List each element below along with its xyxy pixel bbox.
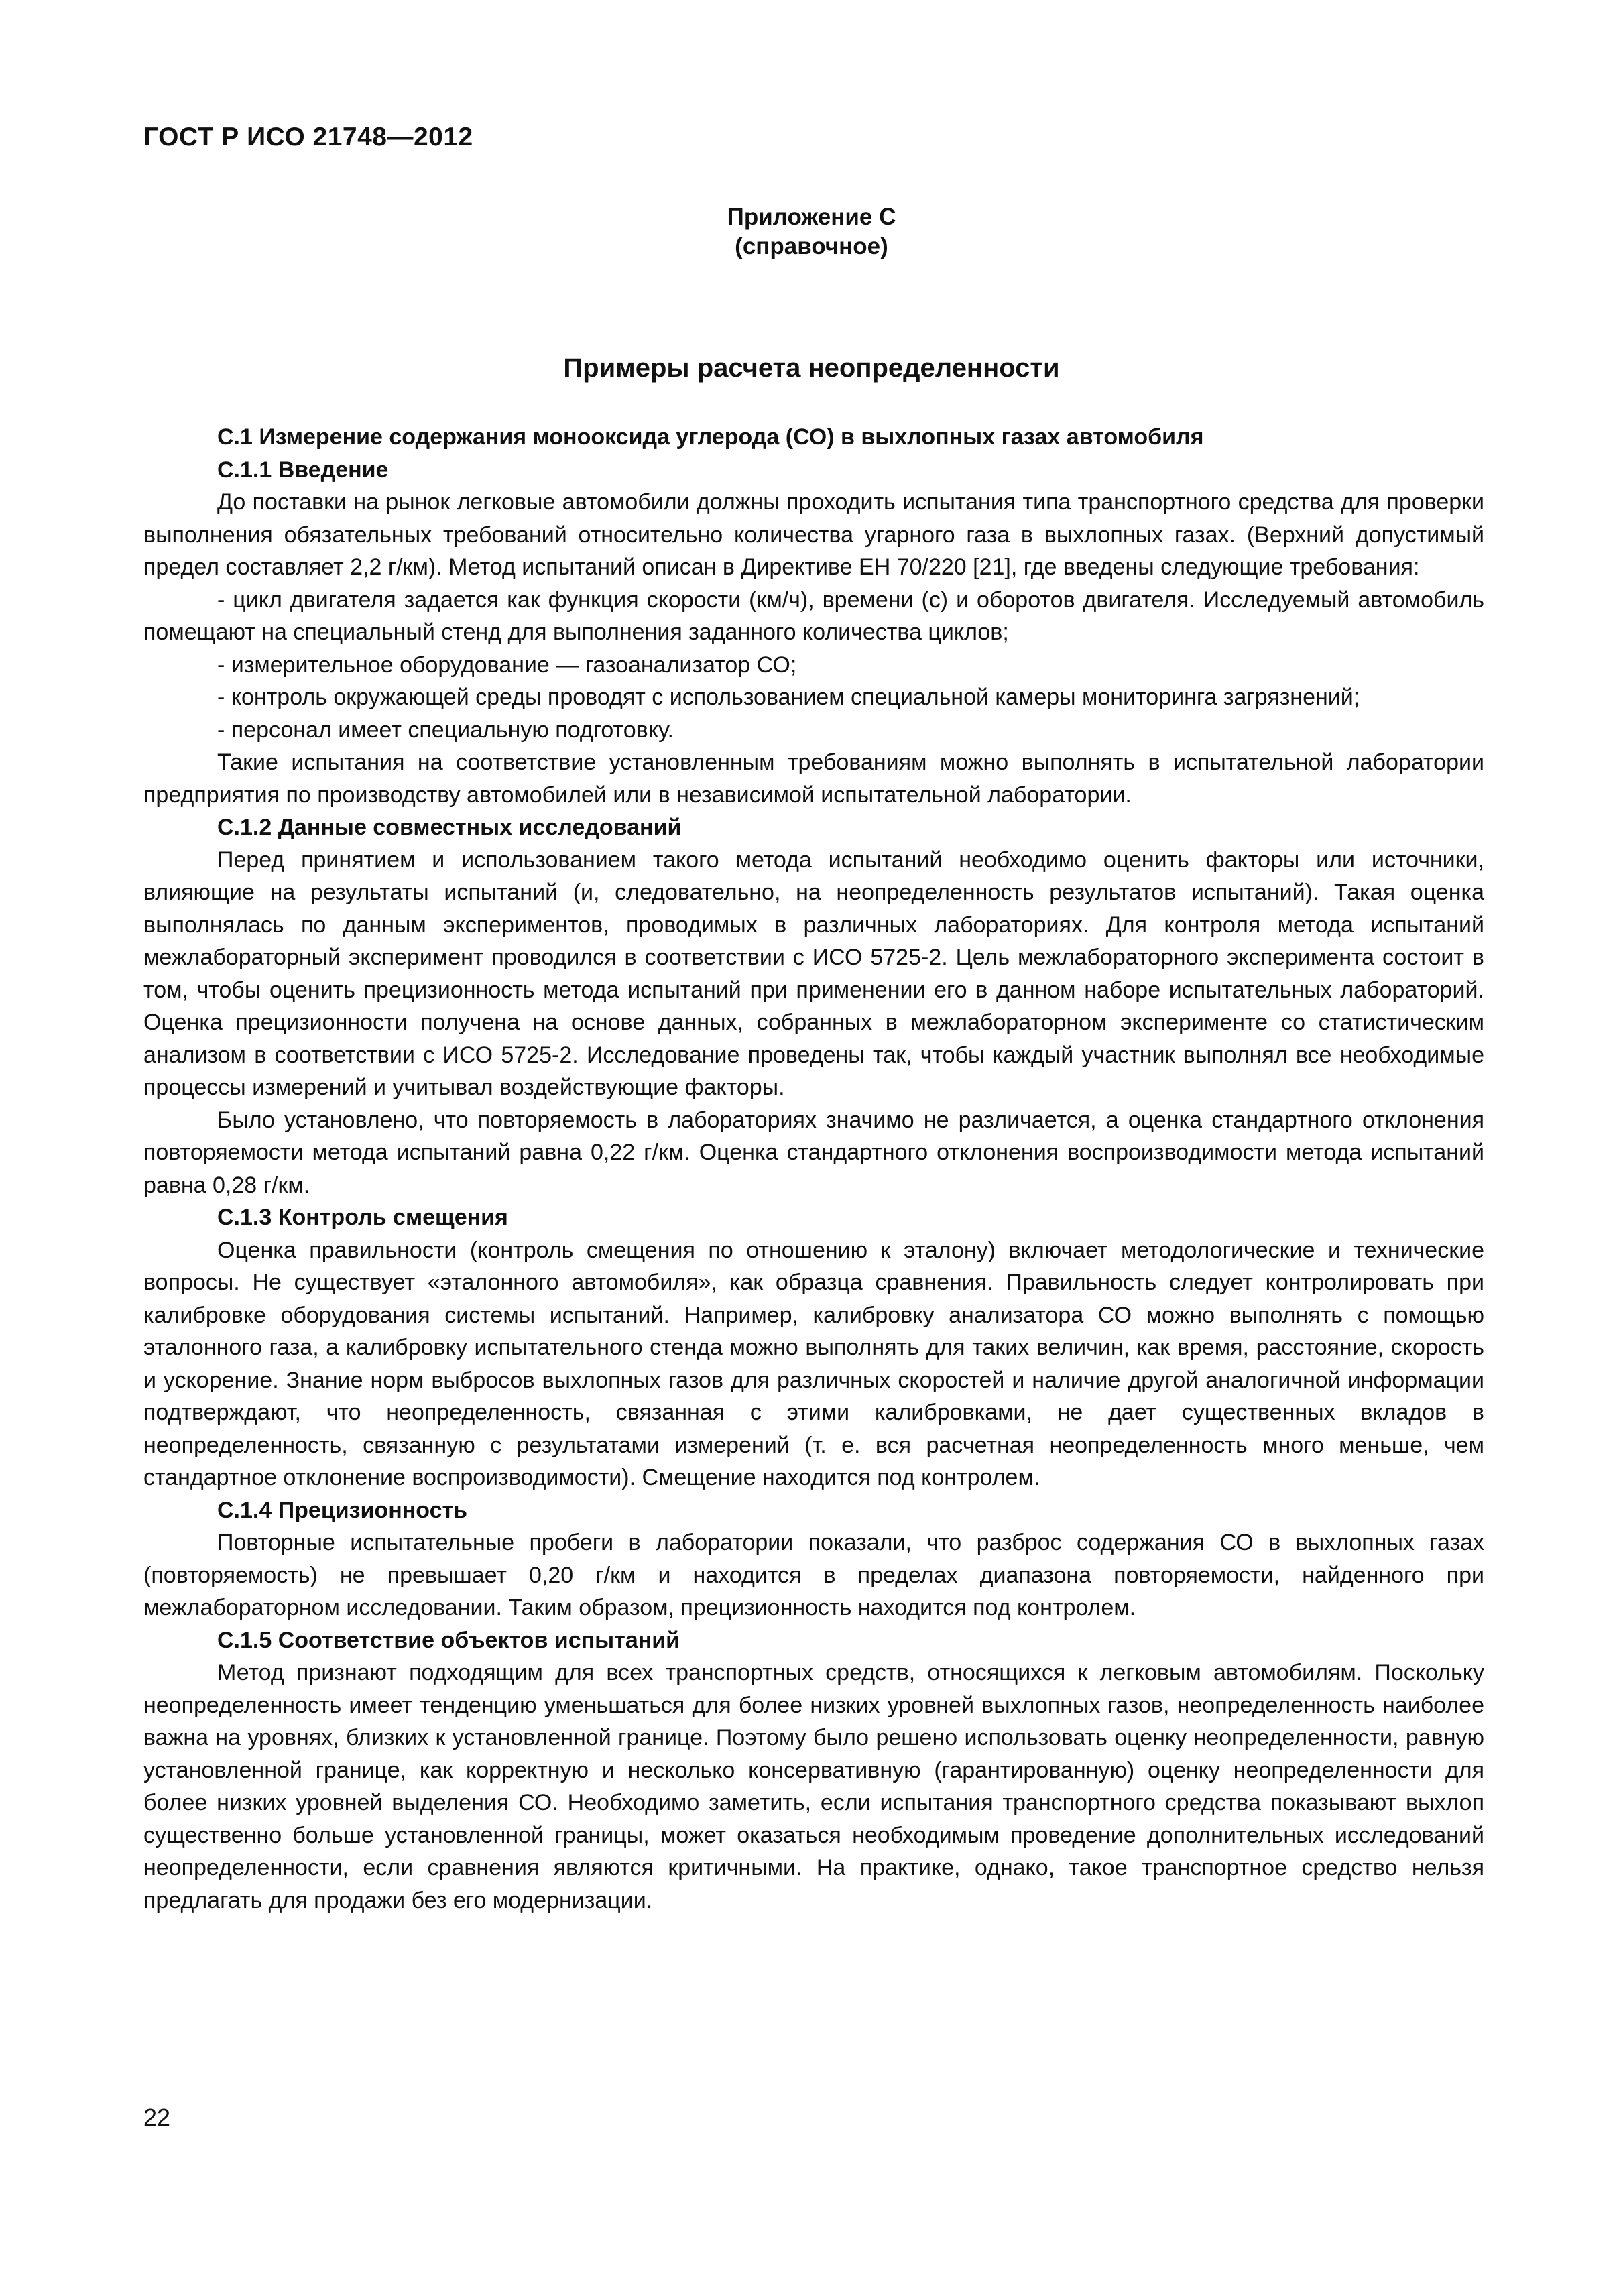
paragraph: До поставки на рынок легковые автомобили должны проходить испытания типа транспортного средства для проверки выполнения обязательных требований относительно количества угарного газа в выхлопных газах. (Верхний допустимый предел составляет 2,2 г/км). Метод испытаний описан в Директиве ЕН 70/220 [21], где введены следующие требования: [143,489,1484,580]
list-item: - измерительное оборудование — газоанализатор СО; [217,652,797,678]
paragraph: Такие испытания на соответствие установленным требованиям можно выполнять в испытательной лаборатории предприятия по производству автомобилей или в независимой испытательной лаборатории. [143,749,1484,808]
document-code: ГОСТ Р ИСО 21748—2012 [143,123,473,152]
section-heading-c1: С.1 Измерение содержания монооксида углерода (СО) в выхлопных газах автомобиля [217,424,1204,450]
section-heading-c1-4: С.1.4 Прецизионность [217,1497,468,1523]
paragraph: Повторные испытательные пробеги в лаборатории показали, что разброс содержания СО в выхлопных газах (повторяемость) не превышает 0,20 г/км и находится в пределах диапазона повторяемости, найденного при межлабораторном исследовании. Таким образом, прецизионность находится под контролем. [143,1530,1484,1620]
annex-title: Примеры расчета неопределенности [563,353,1060,383]
list-item: - контроль окружающей среды проводят с использованием специальной камеры мониторинга загрязнений; [217,684,1360,710]
page-number: 22 [143,2104,171,2131]
annex-label: Приложение С [727,204,896,230]
section-heading-c1-3: С.1.3 Контроль смещения [217,1205,508,1230]
section-heading-c1-5: С.1.5 Соответствие объектов испытаний [217,1627,680,1653]
section-heading-c1-2: С.1.2 Данные совместных исследований [217,814,682,840]
document-body [143,421,1484,1917]
paragraph: Оценка правильности (контроль смещения по отношению к эталону) включает методологические и технические вопросы. Не существует «эталонного автомобиля», как образца сравнения. Правильность следует контролировать при калибровке оборудования системы испытаний. Например, калибровку анализатора СО можно выполнять с помощью эталонного газа, а калибровку испытательного стенда можно выполнять для таких величин, как время, расстояние, скорость и ускорение. Знание норм выбросов выхлопных газов для различных скоростей и наличие другой аналогичной информации подтверждают, что неопределенность, связанная с этими калибровками, не дает существенных вкладов в неопределенность, связанную с результатами измерений (т. е. вся расчетная неопределенность много меньше, чем стандартное отклонение воспроизводимости). Смещение находится под контролем. [143,1237,1484,1490]
list-item: - персонал имеет специальную подготовку. [217,717,674,743]
paragraph: Перед принятием и использованием такого метода испытаний необходимо оценить факторы или источники, влияющие на результаты испытаний (и, следовательно, на неопределенность результатов испытаний). Такая оценка выполнялась по данным экспериментов, проводимых в различных лабораториях. Для контроля метода испытаний межлабораторный эксперимент проводился в соответствии с ИСО 5725-2. Цель межлабораторного эксперимента состоит в том, чтобы оценить прецизионность метода испытаний при применении его в данном наборе испытательных лабораторий. Оценка прецизионности получена на основе данных, собранных в межлабораторном эксперименте со статистическим анализом в соответствии с ИСО 5725-2. Исследование проведены так, чтобы каждый участник выполнял все необходимые процессы измерений и учитывал воздействующие факторы. [143,847,1484,1100]
paragraph: Было установлено, что повторяемость в лабораториях значимо не различается, а оценка стандартного отклонения повторяемости метода испытаний равна 0,22 г/км. Оценка стандартного отклонения воспроизводимости метода испытаний равна 0,28 г/км. [143,1107,1484,1198]
annex-type: (справочное) [735,233,888,259]
section-heading-c1-1: С.1.1 Введение [217,457,389,483]
paragraph: Метод признают подходящим для всех транспортных средств, относящихся к легковым автомобилям. Поскольку неопределенность имеет тенденцию уменьшаться для более низких уровней выхлопных газов, неопределенность наиболее важна на уровнях, близких к установленной границе. Поэтому было решено использовать оценку неопределенности, равную установленной границе, как корректную и несколько консервативную (гарантированную) оценку неопределенности для более низких уровней выделения СО. Необходимо заметить, если испытания транспортного средства показывают выхлоп существенно больше установленной границы, может оказаться необходимым проведение дополнительных исследований неопределенности, если сравнения являются критичными. На практике, однако, такое транспортное средство нельзя предлагать для продажи без его модернизации. [143,1660,1484,1913]
list-item: - цикл двигателя задается как функция скорости (км/ч), времени (с) и оборотов двигателя. Исследуемый автомобиль помещают на специальный стенд для выполнения заданного количества циклов; [143,587,1484,645]
